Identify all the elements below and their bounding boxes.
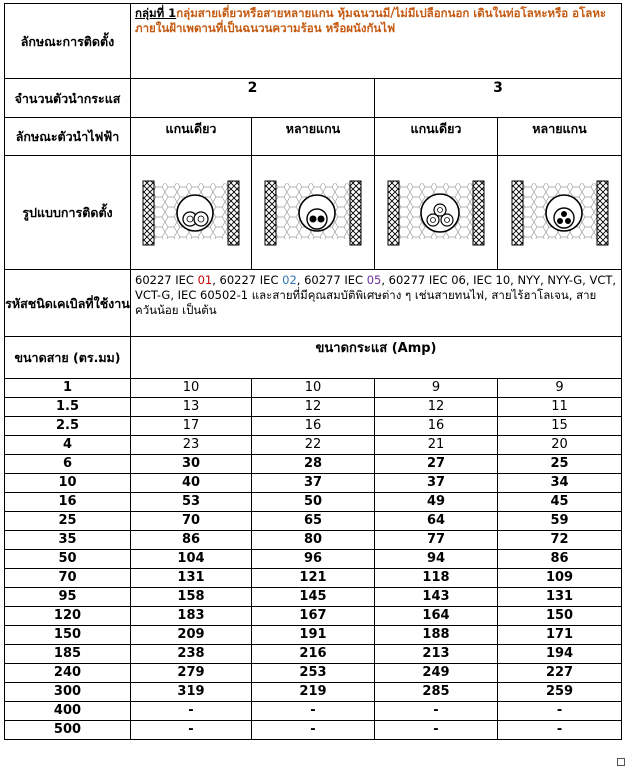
ampacity-cell: 34 xyxy=(498,474,622,493)
cable-codes-cell xyxy=(131,270,622,337)
ampacity-cell: 15 xyxy=(498,417,622,436)
ampacity-cell: 253 xyxy=(252,664,375,683)
ampacity-cell: 22 xyxy=(252,436,375,455)
wire-size-cell: 35 xyxy=(5,531,131,550)
wire-size-cell: 300 xyxy=(5,683,131,702)
ampacity-cell: 9 xyxy=(498,379,622,398)
wire-size-cell: 6 xyxy=(5,455,131,474)
table-row xyxy=(5,531,622,550)
ampacity-cell: 109 xyxy=(498,569,622,588)
ampacity-cell: 16 xyxy=(375,417,498,436)
table-row xyxy=(5,683,622,702)
ampacity-cell: 23 xyxy=(131,436,252,455)
diagram-cell-4 xyxy=(498,156,622,270)
ampacity-cell: 131 xyxy=(131,569,252,588)
ampacity-cell: 11 xyxy=(498,398,622,417)
ampacity-cell: 238 xyxy=(131,645,252,664)
ampacity-cell: 64 xyxy=(375,512,498,531)
multi-core-3-cell xyxy=(498,118,622,156)
ampacity-cell: 17 xyxy=(131,417,252,436)
ampacity-cell: 145 xyxy=(252,588,375,607)
table-row xyxy=(5,512,622,531)
ampacity-cell: 118 xyxy=(375,569,498,588)
multi-core-2-cell xyxy=(252,118,375,156)
ampacity-cell: 27 xyxy=(375,455,498,474)
install-label: ลักษณะการติดตั้ง xyxy=(20,33,115,49)
ampacity-cell: 158 xyxy=(131,588,252,607)
ampacity-cell: 77 xyxy=(375,531,498,550)
cable-codes-part-1: 60227 IEC xyxy=(135,273,198,287)
conductor-type-label-cell xyxy=(5,118,131,156)
wire-size-cell: 1.5 xyxy=(5,398,131,417)
size-label-cell xyxy=(5,337,131,379)
ampacity-cell: 104 xyxy=(131,550,252,569)
ampacity-cell: - xyxy=(375,702,498,721)
conductor-count-label-cell xyxy=(5,79,131,118)
data-rows xyxy=(5,379,622,740)
single-core-three-conductor-diagram xyxy=(386,177,486,249)
wire-size-cell: 150 xyxy=(5,626,131,645)
ampacity-cell: - xyxy=(498,702,622,721)
conductor-count-label: จำนวนตัวนำกระแส xyxy=(14,90,121,106)
current-label: ขนาดกระแส (Amp) xyxy=(315,341,437,356)
wire-size-cell: 10 xyxy=(5,474,131,493)
ampacity-cell: 40 xyxy=(131,474,252,493)
cable-code-01: 01 xyxy=(197,273,213,287)
ampacity-cell: 259 xyxy=(498,683,622,702)
ampacity-cell: 70 xyxy=(131,512,252,531)
ampacity-cell: 194 xyxy=(498,645,622,664)
ampacity-cell: - xyxy=(375,721,498,740)
ampacity-cell: 37 xyxy=(252,474,375,493)
table-row xyxy=(5,607,622,626)
ampacity-cell: 167 xyxy=(252,607,375,626)
ampacity-cell: 80 xyxy=(252,531,375,550)
ampacity-table xyxy=(4,3,622,740)
ampacity-cell: 249 xyxy=(375,664,498,683)
multi-core-label: หลายแกน xyxy=(285,121,341,136)
ampacity-cell: 30 xyxy=(131,455,252,474)
table-row xyxy=(5,379,622,398)
ampacity-cell: 65 xyxy=(252,512,375,531)
ampacity-cell: 285 xyxy=(375,683,498,702)
multi-core-three-conductor-diagram xyxy=(510,177,610,249)
ampacity-cell: 319 xyxy=(131,683,252,702)
install-form-label-cell xyxy=(5,156,131,270)
ampacity-cell: 164 xyxy=(375,607,498,626)
size-label: ขนาดสาย (ตร.มม) xyxy=(14,350,121,365)
cable-codes-part-4: , 60277 IEC 06, IEC 10, NYY, NYY-G, VCT, VCT-G, IEC 60502-1 และสายที่มีคุณสมบัติพิเศษต่าง ๆ เช่นสายทนไฟ, สายไร้ฮาโลเจน, สายควันน้อย เป็นต้น xyxy=(135,273,617,317)
single-core-two-conductor-diagram xyxy=(141,177,241,249)
table-row xyxy=(5,664,622,683)
current-label-cell xyxy=(131,337,622,379)
wire-size-cell: 2.5 xyxy=(5,417,131,436)
ampacity-cell: 13 xyxy=(131,398,252,417)
ampacity-cell: 216 xyxy=(252,645,375,664)
wire-size-cell: 50 xyxy=(5,550,131,569)
ampacity-cell: 227 xyxy=(498,664,622,683)
cable-code-02: 02 xyxy=(282,273,297,287)
ampacity-cell: - xyxy=(252,721,375,740)
wire-size-cell: 120 xyxy=(5,607,131,626)
ampacity-cell: 150 xyxy=(498,607,622,626)
ampacity-cell: 191 xyxy=(252,626,375,645)
ampacity-cell: 96 xyxy=(252,550,375,569)
single-core-label: แกนเดียว xyxy=(165,121,217,136)
ampacity-cell: - xyxy=(131,702,252,721)
ampacity-cell: 279 xyxy=(131,664,252,683)
wire-size-cell: 95 xyxy=(5,588,131,607)
ampacity-cell: 12 xyxy=(252,398,375,417)
multi-core-label: หลายแกน xyxy=(532,121,587,136)
ampacity-cell: 49 xyxy=(375,493,498,512)
install-form-label: รูปแบบการติดตั้ง xyxy=(22,205,113,220)
ampacity-cell: 10 xyxy=(252,379,375,398)
ampacity-cell: 45 xyxy=(498,493,622,512)
cable-codes-part-2: , 60227 IEC xyxy=(212,273,283,287)
ampacity-cell: 183 xyxy=(131,607,252,626)
table-row xyxy=(5,417,622,436)
cable-code-label-cell xyxy=(5,270,131,337)
table-row xyxy=(5,626,622,645)
table-row xyxy=(5,645,622,664)
ampacity-cell: 16 xyxy=(252,417,375,436)
single-core-3-cell xyxy=(375,118,498,156)
ampacity-cell: 37 xyxy=(375,474,498,493)
ampacity-cell: 10 xyxy=(131,379,252,398)
ampacity-cell: 28 xyxy=(252,455,375,474)
ampacity-cell: 209 xyxy=(131,626,252,645)
diagram-cell-1 xyxy=(131,156,252,270)
table-row xyxy=(5,569,622,588)
ampacity-cell: 219 xyxy=(252,683,375,702)
cable-code-05: 05 xyxy=(366,273,382,287)
ampacity-cell: 9 xyxy=(375,379,498,398)
wire-size-cell: 500 xyxy=(5,721,131,740)
table-row xyxy=(5,550,622,569)
cable-code-label: รหัสชนิดเคเบิลที่ใช้งาน xyxy=(5,295,130,311)
ampacity-cell: 21 xyxy=(375,436,498,455)
ampacity-cell: 188 xyxy=(375,626,498,645)
single-core-2-cell xyxy=(131,118,252,156)
wire-size-cell: 400 xyxy=(5,702,131,721)
table-row xyxy=(5,474,622,493)
count-3: 3 xyxy=(493,80,503,96)
table-row xyxy=(5,721,622,740)
conductor-type-label: ลักษณะตัวนำไฟฟ้า xyxy=(15,129,120,144)
multi-core-two-conductor-diagram xyxy=(263,177,363,249)
group-description: กลุ่มสายเดี่ยวหรือสายหลายแกน หุ้มฉนวนมี/ไม่มีเปลือกนอก เดินในท่อโลหะหรือ อโลหะภายในฝ้าเพดานที่เป็นฉนวนความร้อน หรือผนังกันไฟ xyxy=(135,6,607,35)
wire-size-cell: 4 xyxy=(5,436,131,455)
install-label-cell xyxy=(5,4,131,79)
ampacity-cell: 171 xyxy=(498,626,622,645)
wire-size-cell: 25 xyxy=(5,512,131,531)
ampacity-cell: 213 xyxy=(375,645,498,664)
ampacity-cell: 53 xyxy=(131,493,252,512)
wire-size-cell: 70 xyxy=(5,569,131,588)
wire-size-cell: 16 xyxy=(5,493,131,512)
table-row xyxy=(5,702,622,721)
ampacity-cell: 25 xyxy=(498,455,622,474)
diagram-cell-2 xyxy=(252,156,375,270)
ampacity-cell: 86 xyxy=(498,550,622,569)
count-3-cell xyxy=(375,79,622,118)
single-core-label: แกนเดียว xyxy=(410,121,462,136)
ampacity-cell: 131 xyxy=(498,588,622,607)
diagram-cell-3 xyxy=(375,156,498,270)
table-row xyxy=(5,455,622,474)
ampacity-cell: - xyxy=(252,702,375,721)
count-2-cell xyxy=(131,79,375,118)
ampacity-cell: 12 xyxy=(375,398,498,417)
ampacity-cell: 121 xyxy=(252,569,375,588)
table-row xyxy=(5,588,622,607)
cable-codes-part-3: , 60277 IEC xyxy=(296,273,367,287)
table-row xyxy=(5,436,622,455)
ampacity-cell: 143 xyxy=(375,588,498,607)
table-row xyxy=(5,493,622,512)
wire-size-cell: 240 xyxy=(5,664,131,683)
ampacity-cell: 86 xyxy=(131,531,252,550)
wire-size-cell: 1 xyxy=(5,379,131,398)
wire-size-cell: 185 xyxy=(5,645,131,664)
ampacity-cell: 94 xyxy=(375,550,498,569)
ampacity-cell: 20 xyxy=(498,436,622,455)
ampacity-cell: 50 xyxy=(252,493,375,512)
ampacity-cell: - xyxy=(498,721,622,740)
group-label: กลุ่มที่ 1 xyxy=(135,6,177,20)
table-row xyxy=(5,398,622,417)
resize-handle xyxy=(617,758,625,766)
ampacity-cell: 72 xyxy=(498,531,622,550)
count-2: 2 xyxy=(247,80,258,96)
ampacity-cell: 59 xyxy=(498,512,622,531)
group-description-cell xyxy=(131,4,622,79)
ampacity-cell: - xyxy=(131,721,252,740)
